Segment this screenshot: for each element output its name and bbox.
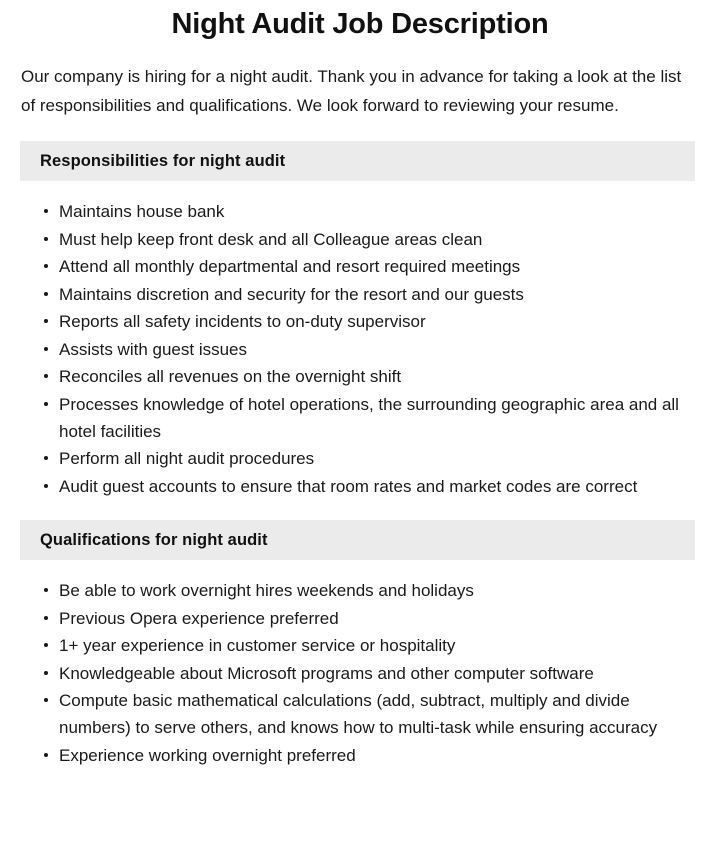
list-item <box>0 577 700 604</box>
section-responsibilities <box>0 141 720 500</box>
bullet-icon <box>44 643 48 647</box>
list-item-text: Assists with guest issues <box>59 339 248 359</box>
spacer-after-header-1 <box>0 181 720 198</box>
bullet-icon <box>44 374 48 378</box>
list-item-text: Reports all safety incidents to on-duty supervisor <box>59 312 426 331</box>
list-item <box>0 632 700 659</box>
bullet-icon <box>44 698 48 702</box>
list-item <box>0 308 700 335</box>
list-item <box>0 473 700 500</box>
bullet-icon <box>44 753 48 757</box>
section-header-responsibilities <box>20 141 695 181</box>
list-item <box>0 660 700 687</box>
list-item-text: Must help keep front desk and all Colleague areas clean <box>59 229 483 249</box>
bullet-icon <box>44 237 48 241</box>
list-item-text: 1+ year experience in customer service or hospitality <box>59 636 456 655</box>
list-item <box>0 336 700 363</box>
list-item-text: Maintains discretion and security for the resort and our guests <box>59 284 524 304</box>
list-item-text: Knowledgeable about Microsoft programs and other computer software <box>59 663 594 683</box>
section-qualifications <box>0 520 720 769</box>
list-item-text: Perform all night audit procedures <box>59 449 315 468</box>
page-title: Night Audit Job Description <box>171 8 549 40</box>
section-header-qualifications <box>20 520 695 560</box>
list-item-text: Audit guest accounts to ensure that room rates and market codes are correct <box>59 476 638 496</box>
responsibilities-list <box>0 198 720 500</box>
list-item <box>0 253 700 280</box>
list-item-text: Be able to work overnight hires weekends and holidays <box>59 581 474 600</box>
bullet-icon <box>44 402 48 406</box>
bullet-icon <box>44 456 48 460</box>
intro-paragraph: Our company is hiring for a night audit. Thank you in advance for taking a look at the list of responsibilities and qualifications. We look forward to reviewing your resume. <box>21 67 682 115</box>
spacer-before-section-1 <box>0 120 720 141</box>
list-item <box>0 445 700 472</box>
spacer-after-header-2 <box>0 560 720 577</box>
list-item <box>0 605 700 632</box>
section-heading-label: Responsibilities for night audit <box>40 151 286 170</box>
list-item <box>0 391 700 445</box>
bullet-icon <box>44 347 48 351</box>
bullet-icon <box>44 671 48 675</box>
list-item-text: Attend all monthly departmental and resort required meetings <box>59 257 521 276</box>
spacer-between-sections <box>0 500 720 520</box>
list-item-text: Experience working overnight preferred <box>59 745 356 765</box>
list-item-text: Compute basic mathematical calculations (add, subtract, multiply and divide numbers) to serve others, and knows how to multi-task while ensuring accuracy <box>59 691 658 737</box>
bullet-icon <box>44 588 48 592</box>
list-item <box>0 742 700 769</box>
list-item <box>0 198 700 225</box>
list-item-text: Reconciles all revenues on the overnight shift <box>59 367 402 386</box>
list-item <box>0 687 700 741</box>
bullet-icon <box>44 292 48 296</box>
bullet-icon <box>44 484 48 488</box>
bullet-icon <box>44 209 48 213</box>
bullet-icon <box>44 616 48 620</box>
bullet-icon <box>44 264 48 268</box>
list-item <box>0 281 700 308</box>
list-item-text: Previous Opera experience preferred <box>59 608 339 628</box>
bullet-icon <box>44 319 48 323</box>
section-heading-label: Qualifications for night audit <box>40 530 268 549</box>
list-item <box>0 363 700 390</box>
qualifications-list <box>0 577 720 769</box>
list-item-text: Processes knowledge of hotel operations, the surrounding geographic area and all hotel facilities <box>59 394 679 441</box>
list-item <box>0 226 700 253</box>
list-item-text: Maintains house bank <box>59 202 225 221</box>
